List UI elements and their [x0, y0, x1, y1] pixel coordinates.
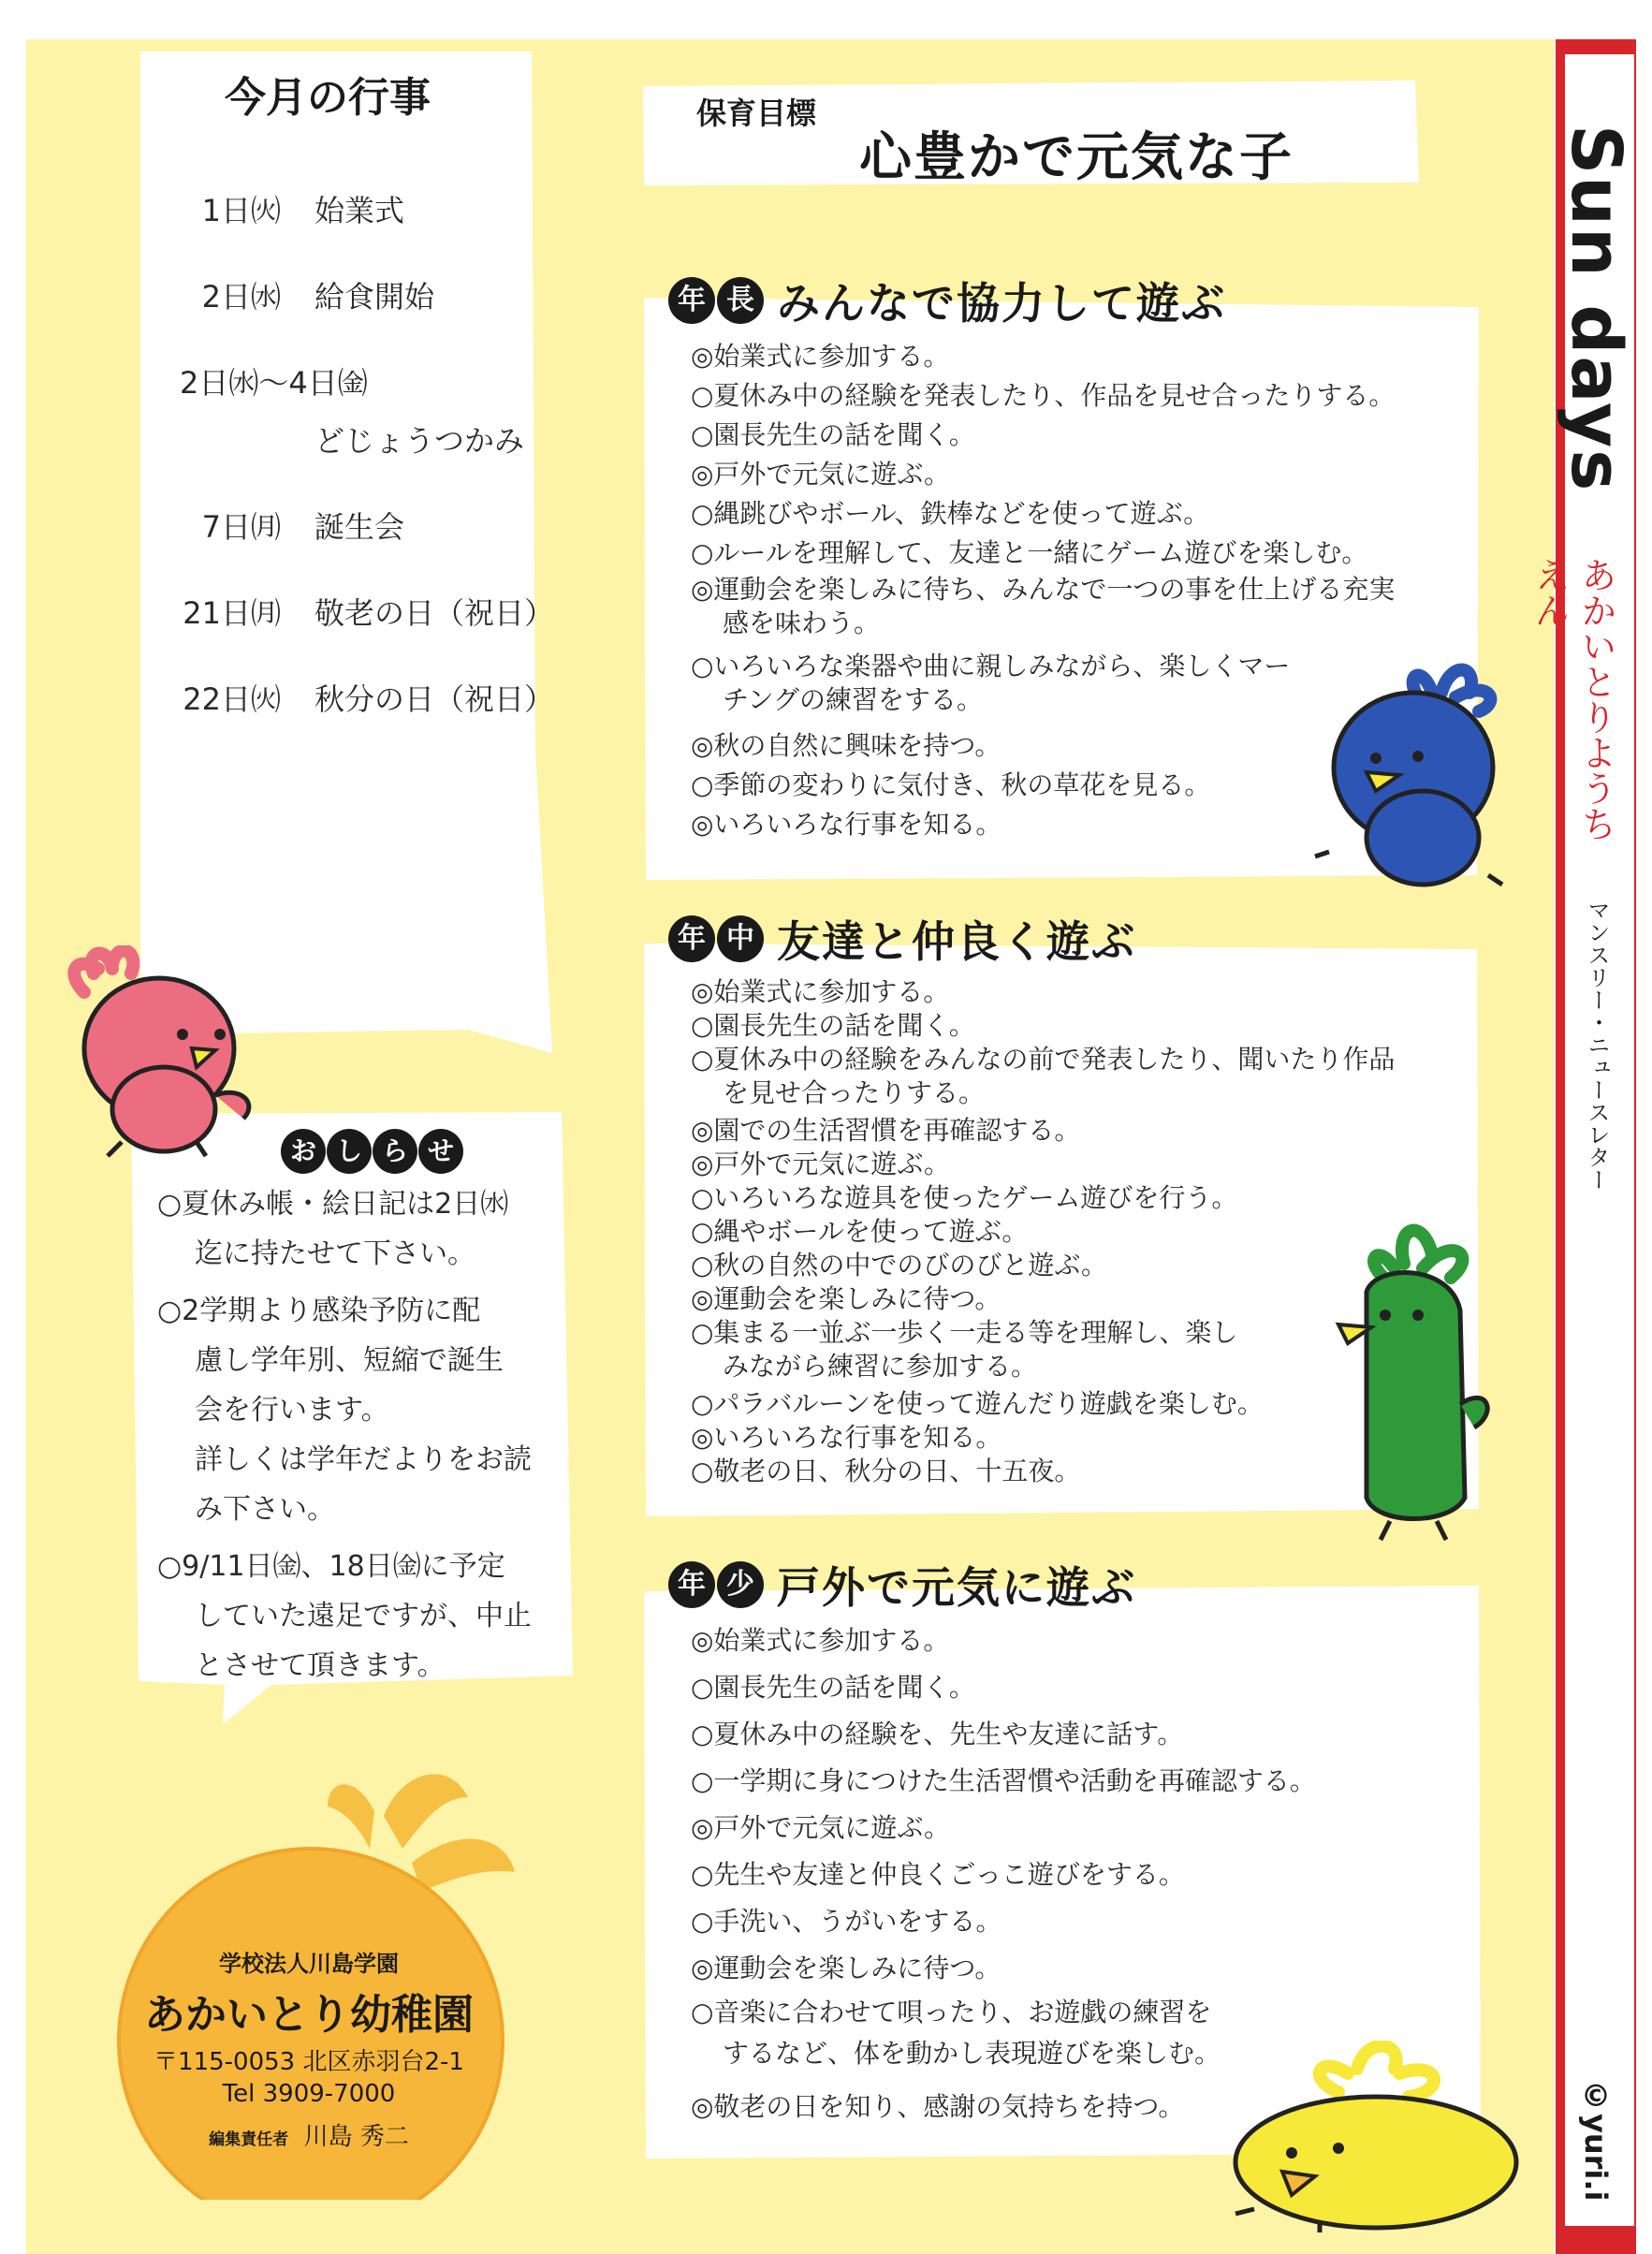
activity-item — [691, 1181, 1395, 1215]
activity-item — [691, 573, 1395, 640]
activity-line: ◎敬老の日を知り、感謝の気持ちを持つ。 — [691, 2091, 1185, 2122]
calendar-date: 21日㈪ — [183, 595, 281, 631]
activity-line: を見せ合ったりする。 — [723, 1077, 986, 1108]
notice-title — [281, 1129, 464, 1174]
calendar-title: 今月の行事 — [225, 74, 431, 122]
grade-badge: 年 — [668, 277, 715, 324]
activity-line: 感を味わう。 — [723, 607, 881, 638]
copyright: ©yuri.i — [1578, 2078, 1614, 2202]
green-bird-illustration — [1310, 1217, 1498, 1554]
notice-item — [157, 1286, 550, 1534]
calendar-event — [150, 417, 524, 461]
grade-badge: 少 — [717, 1561, 764, 1608]
calendar-date: 7日㈪ — [201, 509, 281, 545]
activity-item — [691, 1664, 1316, 1711]
activity-item — [691, 1387, 1395, 1421]
notice-list — [157, 1179, 550, 1698]
activity-item — [691, 1805, 1316, 1852]
activity-line: ○縄跳びやボール、鉄棒などを使って遊ぶ。 — [691, 498, 1210, 529]
activity-line: ◎運動会を楽しみに待ち、みんなで一つの事を仕上げる充実 — [691, 574, 1396, 605]
grade-badge: 長 — [717, 277, 764, 324]
activity-line: ○園長先生の話を聞く。 — [691, 1010, 975, 1041]
activity-line: みながら練習に参加する。 — [723, 1351, 1038, 1382]
calendar-event-name: 誕生会 — [314, 509, 405, 545]
notice-line: ○9/11日㈮、18日㈮に予定 — [157, 1550, 505, 1583]
activity-item — [691, 1148, 1395, 1181]
activity-item — [691, 1945, 1316, 1992]
activity-line: ○夏休み中の経験を発表したり、作品を見せ合ったりする。 — [691, 380, 1396, 411]
notice-line: 迄に持たせて下さい。 — [195, 1237, 475, 1270]
calendar-event-name: 給食開始 — [314, 279, 435, 315]
newsletter-subtitle: マンスリー・ニュースレター — [1584, 899, 1610, 1191]
section-heading-nenchu — [668, 908, 1136, 968]
notice-title-char: せ — [418, 1129, 463, 1174]
activity-line: ○いろいろな遊具を使ったゲーム遊びを行う。 — [691, 1182, 1238, 1213]
activity-item — [691, 766, 1395, 805]
notice-title-char: し — [327, 1129, 372, 1174]
school-editor — [94, 2117, 524, 2152]
notice-line: していた遠足ですが、中止 — [195, 1600, 532, 1632]
yellow-bird-illustration — [1217, 2041, 1526, 2237]
notice-line: とさせて頂きます。 — [195, 1649, 446, 1682]
activity-line: ◎始業式に参加する。 — [691, 341, 950, 372]
calendar-event — [150, 187, 404, 230]
brand-title: Sun days — [1556, 124, 1636, 493]
section-heading-nensho — [668, 1554, 1136, 1614]
activity-line: ○園長先生の話を聞く。 — [691, 419, 975, 450]
notice-line: 慮し学年別、短縮で誕生 — [195, 1344, 504, 1377]
activity-item — [691, 1009, 1395, 1043]
activity-line: するなど、体を動かし表現遊びを楽しむ。 — [723, 2038, 1221, 2069]
notice-line: ○2学期より感染予防に配 — [157, 1295, 481, 1327]
goal-label: 保育目標 — [696, 95, 817, 131]
grade-badge: 年 — [668, 1561, 715, 1608]
goal-text: 心豊かで元気な子 — [859, 127, 1294, 188]
calendar-date: 1日㈫ — [201, 193, 281, 228]
notice-line: 詳しくは学年だよりをお読 — [195, 1443, 532, 1476]
activity-line: ◎運動会を楽しみに待つ。 — [691, 1283, 1001, 1314]
activity-item — [691, 1898, 1316, 1945]
editor-label: 編集責任者 — [209, 2130, 289, 2149]
notice-item — [157, 1542, 550, 1690]
section-title: みんなで協力して遊ぶ — [777, 278, 1226, 329]
activity-item — [691, 376, 1395, 416]
section-title: 友達と仲良く遊ぶ — [777, 916, 1136, 967]
calendar-event — [150, 676, 554, 719]
activity-item — [691, 1249, 1395, 1282]
notice-line: み下さい。 — [195, 1493, 335, 1526]
school-tel: Tel 3909-7000 — [222, 2080, 396, 2108]
activity-line: ○パラバルーンを使って遊んだり遊戯を楽しむ。 — [691, 1388, 1264, 1419]
activity-line: ○集まる一並ぶ一歩く一走る等を理解し、楽し — [691, 1317, 1238, 1348]
calendar-date: 2日㈬ — [201, 279, 281, 315]
activity-item — [691, 1711, 1316, 1758]
activity-line: ◎戸外で元気に遊ぶ。 — [691, 1812, 950, 1843]
activity-line: ○夏休み中の経験をみんなの前で発表したり、聞いたり作品 — [691, 1044, 1396, 1075]
activity-item — [691, 650, 1395, 717]
calendar-event — [150, 359, 402, 402]
activity-item — [691, 1282, 1395, 1316]
calendar-event-name: 敬老の日（祝日） — [314, 595, 555, 631]
activity-line: ◎戸外で元気に遊ぶ。 — [691, 459, 950, 490]
activity-item — [691, 455, 1395, 494]
activity-item — [691, 1421, 1395, 1455]
activity-line: ◎園での生活習慣を再確認する。 — [691, 1115, 1081, 1146]
activity-line: ◎いろいろな行事を知る。 — [691, 809, 1002, 840]
calendar-date: 2日㈬～4日㈮ — [180, 365, 368, 401]
activity-line: ◎秋の自然に興味を持つ。 — [691, 730, 1001, 761]
activity-item — [691, 337, 1395, 376]
activity-item — [691, 534, 1395, 573]
activity-line: ◎いろいろな行事を知る。 — [691, 1422, 1002, 1453]
activity-line: ◎始業式に参加する。 — [691, 1625, 950, 1656]
school-name: あかいとり幼稚園 — [144, 1991, 474, 2039]
pink-bird-illustration — [56, 945, 281, 1161]
activity-line: チングの練習をする。 — [723, 684, 984, 715]
notice-title-char: ら — [373, 1129, 417, 1174]
activity-line: ○音楽に合わせて唄ったり、お遊戯の練習を — [691, 1997, 1212, 2027]
activity-item — [691, 726, 1395, 766]
calendar-event-name: 始業式 — [314, 193, 405, 228]
activity-item — [691, 1316, 1395, 1383]
activity-line: ○敬老の日、秋分の日、十五夜。 — [691, 1456, 1081, 1486]
section-items-nenchu — [691, 975, 1395, 1488]
activity-line: ○秋の自然の中でのびのびと遊ぶ。 — [691, 1250, 1107, 1281]
activity-item — [691, 1852, 1316, 1898]
activity-line: ○夏休み中の経験を、先生や友達に話す。 — [691, 1719, 1184, 1749]
activity-line: ○手洗い、うがいをする。 — [691, 1906, 1002, 1937]
notice-line: 会を行います。 — [195, 1394, 389, 1427]
activity-item — [691, 1617, 1316, 1664]
blue-bird-illustration — [1310, 655, 1526, 899]
school-info — [94, 1938, 524, 2162]
calendar-event-name: どじょうつかみ — [314, 423, 525, 459]
activity-line: ○いろいろな楽器や曲に親しみながら、楽しくマー — [691, 651, 1291, 681]
school-corp: 学校法人川島学園 — [219, 1951, 399, 1977]
grade-badge: 年 — [668, 915, 715, 962]
section-heading-nencho — [668, 270, 1226, 329]
calendar-date: 22日㈫ — [183, 681, 281, 717]
school-name-vertical: あかいとりようちえん — [1528, 557, 1616, 842]
section-title: 戸外で元気に遊ぶ — [777, 1562, 1136, 1613]
activity-line: ○先生や友達と仲良くごっこ遊びをする。 — [691, 1859, 1185, 1890]
calendar-event — [150, 590, 554, 633]
activity-item — [691, 1758, 1316, 1805]
notice-item — [157, 1179, 550, 1279]
activity-line: ◎始業式に参加する。 — [691, 976, 950, 1007]
activity-item — [691, 1114, 1395, 1148]
activity-line: ○園長先生の話を聞く。 — [691, 1672, 975, 1703]
activity-item — [691, 1455, 1395, 1488]
activity-line: ○一学期に身につけた生活習慣や活動を再確認する。 — [691, 1765, 1316, 1796]
calendar-event-name: 秋分の日（祝日） — [314, 681, 555, 717]
activity-item — [691, 975, 1395, 1009]
activity-item — [691, 1215, 1395, 1249]
activity-item — [691, 1043, 1395, 1110]
editor-name: 川島 秀二 — [303, 2123, 409, 2151]
section-items-nencho — [691, 337, 1395, 844]
activity-line: ○縄やボールを使って遊ぶ。 — [691, 1216, 1029, 1247]
calendar-event — [150, 273, 434, 316]
notice-title-char: お — [281, 1129, 326, 1174]
activity-line: ◎運動会を楽しみに待つ。 — [691, 1953, 1001, 1983]
activity-item — [691, 416, 1395, 455]
activity-line: ○ルールを理解して、友達と一緒にゲーム遊びを楽しむ。 — [691, 537, 1368, 568]
activity-line: ◎戸外で元気に遊ぶ。 — [691, 1149, 950, 1179]
activity-line: ○季節の変わりに気付き、秋の草花を見る。 — [691, 769, 1211, 800]
calendar-event — [150, 504, 404, 547]
school-address: 〒115-0053 北区赤羽台2-1 — [154, 2048, 464, 2076]
activity-item — [691, 805, 1395, 844]
activity-item — [691, 494, 1395, 534]
notice-line: ○夏休み帳・絵日記は2日㈬ — [157, 1188, 509, 1221]
grade-badge: 中 — [717, 915, 764, 962]
